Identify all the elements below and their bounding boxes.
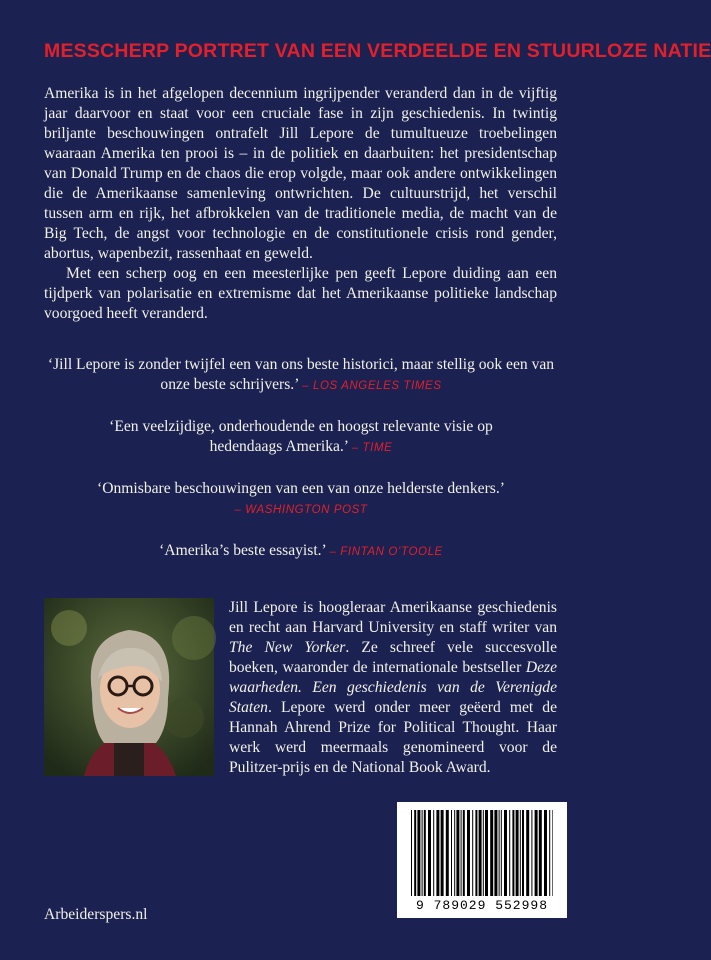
barcode-bar	[504, 810, 507, 896]
barcode-bars	[397, 802, 567, 902]
isbn-number: 9 789029 552998	[415, 898, 549, 913]
barcode-bar	[467, 810, 470, 896]
barcode-bar	[501, 810, 502, 896]
barcode-bar	[417, 810, 420, 896]
barcode-bar	[539, 810, 542, 896]
quote-text: ‘Onmisbare beschouwingen van een van onze helderste denkers.’	[97, 480, 505, 497]
barcode-bar	[499, 810, 500, 896]
quote-source: – FINTAN O’TOOLE	[329, 546, 443, 558]
barcode-bar	[544, 810, 547, 896]
bio-book-title: Deze waarheden. Een geschiedenis van de Verenigde Staten	[229, 659, 557, 716]
press-quotes	[40, 355, 562, 583]
barcode-bar	[441, 810, 444, 896]
press-quote	[40, 541, 562, 562]
barcode-bar	[535, 810, 538, 896]
barcode-bar	[436, 810, 439, 896]
blurb-paragraph-1: Amerika is in het afgelopen decennium ingrijpender veranderd dan in de vijftig jaar daarvoor en staat voor een cruciale fase in zijn geschiedenis. In twintig briljante beschouwingen ontrafelt Jill Lepore de tumultueuze troebelingen waaraan Amerika ten prooi is – in de politiek en daarbuiten: het presidentschap van Donald Trump en de chaos die erop volgde, maar ook andere ontwikkelingen die de Amerikaanse samenleving ontwrichten. De cultuurstrijd, het verschil tussen arm en rijk, het afbrokkelen van de traditionele media, de macht van de Big Tech, de angst voor technologie en de constitutionele crisis rond gender, abortus, wapenbezit, rassenhaat en geweld.	[44, 85, 557, 262]
barcode-bar	[428, 810, 431, 896]
press-quote	[40, 417, 562, 458]
blurb	[44, 84, 557, 324]
bio-text: . Lepore werd onder meer geëerd met de Hannah Ahrend Prize for Political Thought. Haar werk werd meermaals genomineerd voor de Pulitzer-prijs en de National Book Award.	[229, 699, 557, 776]
barcode-bar	[463, 810, 465, 896]
barcode-bar	[454, 810, 455, 896]
barcode-bar	[494, 810, 497, 896]
barcode-bar	[516, 810, 519, 896]
quote-source: – LOS ANGELES TIMES	[302, 380, 442, 392]
author-bio	[229, 598, 557, 778]
barcode-bar	[446, 810, 449, 896]
barcode-bar	[512, 810, 514, 896]
isbn-barcode	[397, 802, 567, 918]
blurb-paragraph-2: Met een scherp oog en een meesterlijke pen geeft Lepore duiding aan een tijdperk van polarisatie en extremisme dat het Amerikaanse politieke landschap voorgoed heeft veranderd.	[44, 265, 557, 322]
barcode-bar	[422, 810, 423, 896]
quote-source: – TIME	[351, 442, 393, 454]
barcode-bar	[414, 810, 416, 896]
barcode-bar	[531, 810, 532, 896]
press-quote	[40, 479, 562, 520]
barcode-bar	[451, 810, 452, 896]
quote-text: ‘Jill Lepore is zonder twijfel een van ons beste historici, maar stellig ook een van onze beste schrijvers.’	[47, 356, 555, 393]
barcode-bar	[424, 810, 426, 896]
bio-magazine-title: The New Yorker	[229, 639, 346, 656]
barcode-bar	[522, 810, 524, 896]
barcode-bar	[490, 810, 493, 896]
quote-text: ‘Amerika’s beste essayist.’	[159, 542, 326, 559]
barcode-bar	[475, 810, 477, 896]
barcode-bar	[479, 810, 482, 896]
barcode-bar	[485, 810, 488, 896]
barcode-bar	[526, 810, 529, 896]
barcode-bar	[456, 810, 459, 896]
barcode-bar	[472, 810, 473, 896]
cover-headline: MESSCHERP PORTRET VAN EEN VERDEELDE EN STUURLOZE NATIE	[44, 40, 711, 62]
publisher-website: Arbeiderspers.nl	[44, 906, 148, 923]
barcode-bar	[509, 810, 510, 896]
barcode-bar	[520, 810, 521, 896]
barcode-bar	[433, 810, 434, 896]
barcode-bar	[552, 810, 553, 896]
barcode-bar	[411, 810, 412, 896]
barcode-bar	[461, 810, 462, 896]
bio-text: Jill Lepore is hoogleraar Amerikaanse geschiedenis en recht aan Harvard University en staff writer van	[229, 599, 557, 636]
bio-text: . Ze schreef vele succesvolle boeken, waaronder de internationale bestseller	[229, 639, 557, 676]
quote-source: – WASHINGTON POST	[234, 504, 368, 516]
barcode-bar	[483, 810, 484, 896]
press-quote	[40, 355, 562, 396]
quote-text: ‘Een veelzijdige, onderhoudende en hoogst relevante visie op hedendaags Amerika.’	[109, 418, 493, 455]
barcode-bar	[549, 810, 550, 896]
author-photo	[44, 598, 214, 776]
